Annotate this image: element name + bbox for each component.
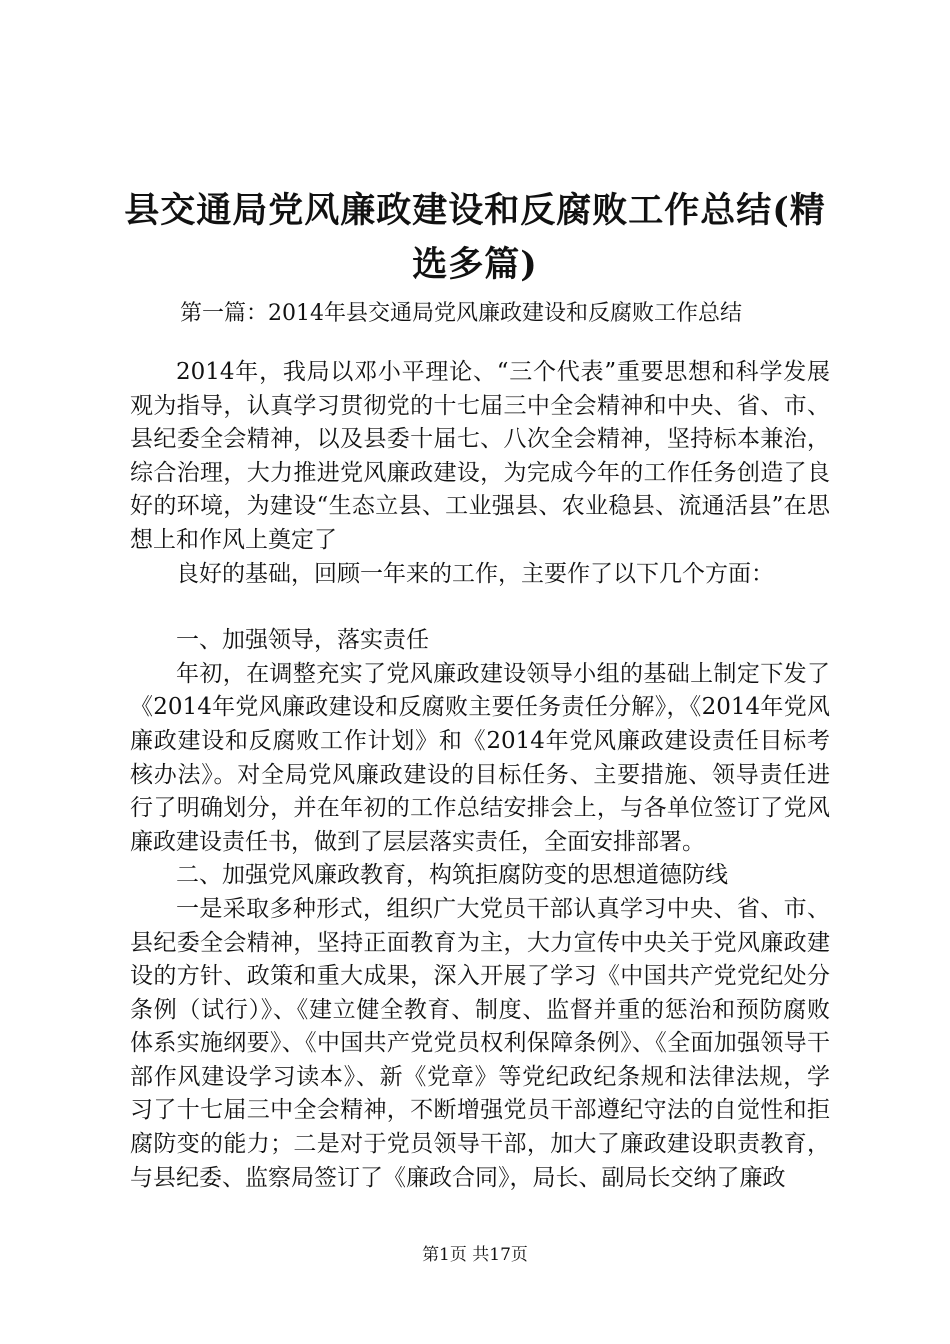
document-body	[130, 356, 830, 1195]
section-heading: 二、加强党风廉政教育，构筑拒腐防变的思想道德防线	[176, 862, 728, 889]
page-footer: 第1页 共17页	[422, 1245, 528, 1265]
document-title: 县交通局党风廉政建设和反腐败工作总结(精选多篇)	[124, 190, 826, 285]
paragraph: 良好的基础，回顾一年来的工作，主要作了以下几个方面：	[176, 560, 774, 587]
paragraph: 2014年，我局以邓小平理论、“三个代表”重要思想和科学发展观为指导，认真学习贯彻党的十七届三中全会精神和中央、省、市、县纪委全会精神，以及县委十届七、八次全会精神，坚持标本兼治，综合治理，大力推进党风廉政建设，为完成今年的工作任务创造了良好的环境，为建设“生态立县、工业强县、农业稳县、流通活县”在思想上和作风上奠定了	[130, 359, 830, 553]
paragraph: 年初，在调整充实了党风廉政建设领导小组的基础上制定下发了《2014年党风廉政建设和反腐败主要任务责任分解》，《2014年党风廉政建设和反腐败工作计划》和《2014年党风廉政建设责任目标考核办法》。对全局党风廉政建设的目标任务、主要措施、领导责任进行了明确划分，并在年初的工作总结安排会上，与各单位签订了党风廉政建设责任书，做到了层层落实责任，全面安排部署。	[130, 660, 830, 855]
document-subtitle: 第一篇：2014年县交通局党风廉政建设和反腐败工作总结	[180, 301, 742, 326]
paragraph: 一是采取多种形式，组织广大党员干部认真学习中央、省、市、县纪委全会精神，坚持正面教育为主，大力宣传中央关于党风廉政建设的方针、政策和重大成果，深入开展了学习《中国共产党党纪处分条例（试行）》、《建立健全教育、制度、监督并重的惩治和预防腐败体系实施纲要》、《中国共产党党员权利保障条例》、《全面加强领导干部作风建设学习读本》、新《党章》等党纪政纪条规和法律法规，学习了十七届三中全会精神，不断增强党员干部遵纪守法的自觉性和拒腐防变的能力；二是对于党员领导干部，加大了廉政建设职责教育，与县纪委、监察局签订了《廉政合同》，局长、副局长交纳了廉政	[130, 895, 830, 1191]
section-heading: 一、加强领导，落实责任	[176, 627, 429, 654]
